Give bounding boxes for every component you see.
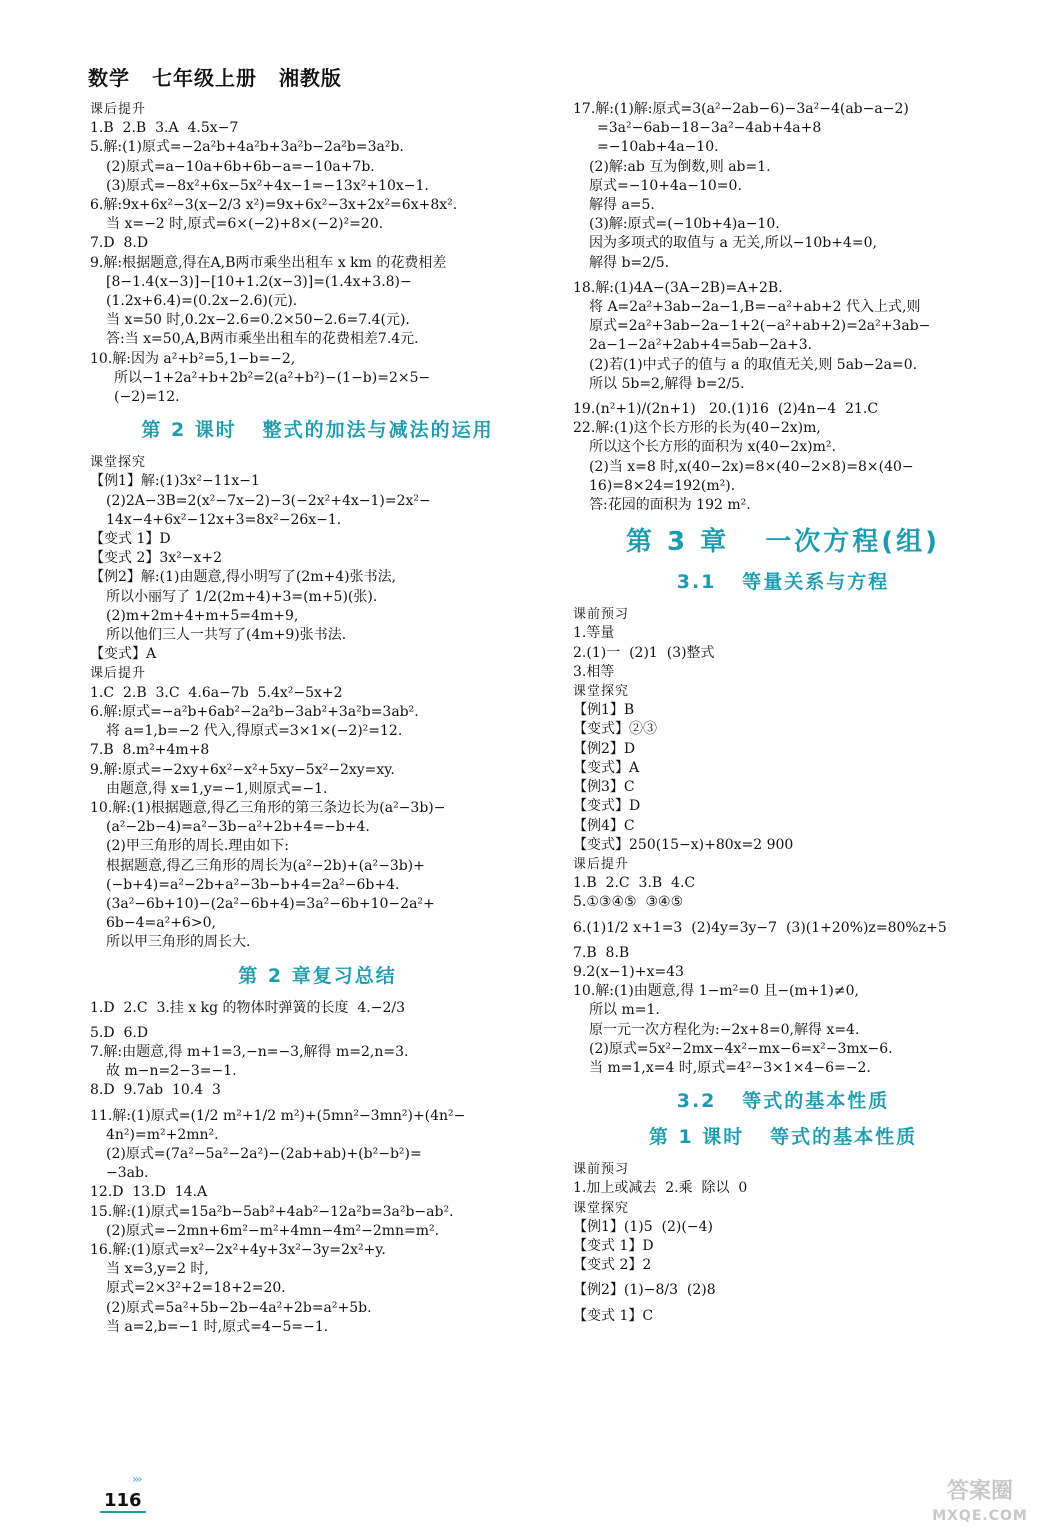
answer-line: [8−1.4(x−3)]−[10+1.2(x−3)]=(1.4x+3.8)− — [106, 273, 412, 290]
answer-line: 【例2】解:(1)由题意,得小明写了(2m+4)张书法, — [90, 569, 397, 586]
spacer — [90, 407, 545, 417]
answer-line: 答:花园的面积为 192 m². — [589, 497, 751, 514]
answer-line: 16)=8×24=192(m²). — [589, 477, 736, 494]
subsection-label: 课后提升 — [573, 856, 630, 872]
answer-line: 6.(1)1/2 x+1=3 (2)4y=3y−7 (3)(1+20%)z=80%z+5 — [573, 919, 947, 936]
answer-line: 8.D 9.7ab 10.4 3 — [90, 1082, 221, 1099]
subsection-label: 课前预习 — [573, 607, 630, 623]
subsection-label: 课堂探究 — [573, 684, 630, 700]
page-header — [88, 62, 356, 91]
answer-line: 1.等量 — [573, 625, 615, 642]
answer-line: (2)解:ab 互为倒数,则 ab=1. — [589, 158, 771, 175]
answer-line: 1.C 2.B 3.C 4.6a−7b 5.4x²−5x+2 — [90, 684, 343, 701]
answer-line: 原一元一次方程化为:−2x+8=0,解得 x=4. — [589, 1021, 860, 1038]
answer-line: 22.解:(1)这个长方形的长为(40−2x)m, — [573, 420, 821, 437]
answer-line: =3a²−6ab−18−3a²−4ab+4a+8 — [597, 120, 822, 137]
answer-line: 7.解:由题意,得 m+1=3,−n=−3,解得 m=2,n=3. — [90, 1043, 409, 1060]
answer-line: 原式=2×3²+2=18+2=20. — [106, 1280, 286, 1297]
answer-line: 2.(1)一 (2)1 (3)整式 — [573, 644, 715, 661]
section-title: 第 1 课时 等式的基本性质 — [648, 1126, 918, 1149]
answer-line: 6b−4=a²+6>0, — [106, 915, 216, 932]
arrow-decoration-icon: ››› — [132, 1472, 141, 1486]
right-column — [573, 100, 993, 1326]
answer-line: 所以 5b=2,解得 b=2/5. — [589, 375, 745, 392]
spacer — [90, 443, 545, 453]
answer-line: 所以甲三角形的周长大. — [106, 934, 251, 951]
answer-line: (2)若(1)中式子的值与 a 的取值无关,则 5ab−2a=0. — [589, 356, 918, 373]
header-subject: 数学 — [88, 66, 130, 90]
section-title: 3.2 等式的基本性质 — [676, 1090, 890, 1113]
answer-line: (a²−2b−4)=a²−3b−a²+2b+4=−b+4. — [106, 819, 370, 836]
answer-line: 7.B 8.m²+4m+8 — [90, 742, 210, 759]
answer-line: 10.解:(1)根据题意,得乙三角形的第三条边长为(a²−3b)− — [90, 799, 446, 816]
left-column — [90, 100, 545, 1337]
answer-line: 1.B 2.B 3.A 4.5x−7 — [90, 120, 239, 137]
watermark-url: MXQE.COM — [932, 1508, 1028, 1524]
answer-line: 根据题意,得乙三角形的周长为(a²−2b)+(a²−3b)+ — [106, 857, 425, 874]
answer-line: 14x−4+6x²−12x+3=8x²−26x−1. — [106, 511, 342, 528]
answer-line: 解得 a=5. — [589, 197, 655, 214]
answer-line: 当 m=1,x=4 时,原式=4²−3×1×4−6=−2. — [589, 1059, 871, 1076]
answer-line: 【变式 1】D — [573, 1237, 654, 1254]
answer-line: (3)解:原式=(−10b+4)a−10. — [589, 216, 780, 233]
answer-line: =−10ab+4a−10. — [597, 139, 719, 156]
answer-line: 7.D 8.D — [90, 235, 149, 252]
answer-line: 原式=−10+4a−10=0. — [589, 177, 742, 194]
answer-line: 【例4】C — [573, 817, 635, 834]
answer-line: (2)m+2m+4+m+5=4m+9, — [106, 607, 299, 624]
section-title: 第 2 课时 整式的加法与减法的运用 — [141, 419, 494, 442]
answer-line: 1.D 2.C 3.挂 x kg 的物体时弹簧的长度 4.−2/3 — [90, 999, 406, 1016]
header-edition: 湘教版 — [278, 66, 342, 90]
answer-line: (3a²−6b+10)−(2a²−6b+4)=3a²−6b+10−2a²+ — [106, 895, 435, 912]
answer-line: 9.解:根据题意,得在A,B两市乘坐出租车 x km 的花费相差 — [90, 254, 447, 271]
answer-line: 6.解:9x+6x²−3(x−2/3 x²)=9x+6x²−3x+2x²=6x+8x². — [90, 197, 458, 214]
answer-line: 11.解:(1)原式=(1/2 m²+1/2 m²)+(5mn²−3mn²)+(4n²− — [90, 1107, 466, 1124]
answer-line: 17.解:(1)解:原式=3(a²−2ab−6)−3a²−4(ab−a−2) — [573, 101, 909, 117]
answer-line: 6.解:原式=−a²b+6ab²−2a²b−3ab²+3a²b=3ab². — [90, 703, 419, 720]
answer-line: 9.2(x−1)+x=43 — [573, 963, 684, 980]
answer-line: 1.加上或减去 2.乘 除以 0 — [573, 1180, 748, 1197]
answer-line: 所以 m=1. — [589, 1002, 660, 1019]
answer-line: 【例3】C — [573, 779, 635, 796]
answer-line: −3ab. — [106, 1165, 149, 1182]
page-number: 116 — [100, 1490, 146, 1513]
subsection-label: 课前预习 — [573, 1162, 630, 1178]
answer-line: 12.D 13.D 14.A — [90, 1184, 208, 1201]
answer-line: 【例1】(1)5 (2)(−4) — [573, 1218, 713, 1235]
answer-line: (3)原式=−8x²+6x−5x²+4x−1=−13x²+10x−1. — [106, 177, 429, 194]
answer-line: 【例2】D — [573, 740, 636, 757]
answer-line: 【变式】②③ — [573, 721, 657, 738]
answer-line: 5.D 6.D — [90, 1024, 149, 1041]
spacer — [573, 1150, 993, 1160]
answer-line: (2)原式=(7a²−5a²−2a²)−(2ab+ab)+(b²−b²)= — [106, 1145, 422, 1162]
answer-line: 将 a=1,b=−2 代入,得原式=3×1×(−2)²=12. — [106, 723, 403, 740]
answer-line: 4n²)=m²+2mn². — [106, 1126, 219, 1143]
answer-line: 原式=2a²+3ab−2a−1+2(−a²+ab+2)=2a²+3ab− — [589, 318, 931, 335]
answer-line: (2)原式=5a²+5b−2b−4a²+2b=a²+5b. — [106, 1299, 372, 1316]
answer-line: 5.①③④⑤ ③④⑤ — [573, 894, 684, 911]
answer-line: 解得 b=2/5. — [589, 254, 670, 271]
answer-line: 10.解:因为 a²+b²=5,1−b=−2, — [90, 350, 296, 367]
answer-line: 当 a=2,b=−1 时,原式=4−5=−1. — [106, 1318, 329, 1335]
spacer — [573, 515, 993, 525]
spacer — [90, 953, 545, 963]
answer-line: 16.解:(1)原式=x²−2x²+4y+3x²−3y=2x²+y. — [90, 1241, 386, 1258]
answer-line: (2)原式=5x²−2mx−4x²−mx−6=x²−3mx−6. — [589, 1040, 893, 1057]
answer-line: 所以−1+2a²+b+2b²=2(a²+b²)−(1−b)=2×5− — [114, 369, 431, 386]
answer-line: 【变式 1】C — [573, 1307, 654, 1324]
answer-line: 7.B 8.B — [573, 944, 630, 961]
answer-line: 因为多项式的取值与 a 无关,所以−10b+4=0, — [589, 235, 877, 252]
spacer — [573, 595, 993, 605]
chapter-title: 第 3 章 一次方程(组) — [625, 527, 941, 558]
spacer — [573, 1078, 993, 1088]
answer-line: 当 x=3,y=2 时, — [106, 1261, 209, 1278]
answer-line: 所以小丽写了 1/2(2m+4)+3=(m+5)(张). — [106, 588, 378, 605]
answer-line: (1.2x+6.4)=(0.2x−2.6)(元). — [106, 293, 298, 310]
answer-line: (−b+4)=a²−2b+a²−3b−b+4=2a²−6b+4. — [106, 876, 400, 893]
spacer — [573, 1114, 993, 1124]
spacer — [573, 559, 993, 569]
answer-line: 所以这个长方形的面积为 x(40−2x)m². — [589, 439, 836, 456]
answer-line: (2)当 x=8 时,x(40−2x)=8×(40−2×8)=8×(40− — [589, 458, 914, 475]
answer-line: 【变式】A — [90, 646, 157, 663]
answer-line: 【变式】D — [573, 798, 641, 815]
watermark-text: 答案圈 — [946, 1479, 1013, 1504]
answer-line: (2)甲三角形的周长.理由如下: — [106, 838, 289, 855]
answer-line: 3.相等 — [573, 663, 615, 680]
section-title: 3.1 等量关系与方程 — [676, 571, 890, 594]
answer-line: 【例2】(1)−8/3 (2)8 — [573, 1282, 716, 1299]
subsection-label: 课堂探究 — [90, 455, 147, 471]
answer-line: 5.解:(1)原式=−2a²b+4a²b+3a²b−2a²b=3a²b. — [90, 139, 404, 156]
answer-line: 故 m−n=2−3=−1. — [106, 1063, 237, 1080]
answer-line: 1.B 2.C 3.B 4.C — [573, 875, 696, 892]
answer-line: (2)2A−3B=2(x²−7x−2)−3(−2x²+4x−1)=2x²− — [106, 492, 431, 509]
subsection-label: 课后提升 — [90, 102, 147, 117]
subsection-label: 课堂探究 — [573, 1200, 630, 1216]
answer-line: 【变式 1】D — [90, 531, 171, 548]
answer-line: 18.解:(1)4A−(3A−2B)=A+2B. — [573, 279, 783, 296]
answer-line: 9.解:原式=−2xy+6x²−x²+5xy−5x²−2xy=xy. — [90, 761, 395, 778]
answer-line: 【例1】B — [573, 702, 635, 719]
section-title: 第 2 章复习总结 — [238, 964, 397, 987]
answer-line: (−2)=12. — [114, 389, 180, 406]
answer-line: 【变式】250(15−x)+80x=2 900 — [573, 836, 794, 853]
answer-line: 【变式 2】2 — [573, 1257, 652, 1274]
watermark-logo — [915, 1480, 1045, 1530]
answer-line: 答:当 x=50,A,B两市乘坐出租车的花费相差7.4元. — [106, 331, 419, 348]
answer-line: 2a−1−2a²+2ab+4=5ab−2a+3. — [589, 337, 813, 354]
answer-line: (2)原式=−2mn+6m²−m²+4mn−4m²−2mn=m². — [106, 1222, 440, 1239]
answer-line: 当 x=50 时,0.2x−2.6=0.2×50−2.6=7.4(元). — [106, 312, 410, 329]
answer-line: 由题意,得 x=1,y=−1,则原式=−1. — [106, 780, 328, 797]
answer-line: 10.解:(1)由题意,得 1−m²=0 且−(m+1)≠0, — [573, 983, 859, 1000]
answer-line: 【例1】解:(1)3x²−11x−1 — [90, 473, 260, 490]
header-grade: 七年级上册 — [151, 66, 257, 90]
answer-line: 【变式】A — [573, 759, 640, 776]
answer-line: (2)原式=a−10a+6b+6b−a=−10a+7b. — [106, 158, 375, 175]
spacer — [90, 989, 545, 999]
answer-line: 将 A=2a²+3ab−2a−1,B=−a²+ab+2 代入上式,则 — [589, 299, 921, 316]
subsection-label: 课后提升 — [90, 666, 147, 682]
answer-line: 15.解:(1)原式=15a²b−5ab²+4ab²−12a²b=3a²b−ab². — [90, 1203, 454, 1220]
answer-line: 【变式 2】3x²−x+2 — [90, 550, 223, 567]
answer-line: 19.(n²+1)/(2n+1) 20.(1)16 (2)4n−4 21.C — [573, 401, 879, 418]
answer-line: 所以他们三人一共写了(4m+9)张书法. — [106, 627, 347, 644]
answer-line: 当 x=−2 时,原式=6×(−2)+8×(−2)²=20. — [106, 216, 384, 233]
